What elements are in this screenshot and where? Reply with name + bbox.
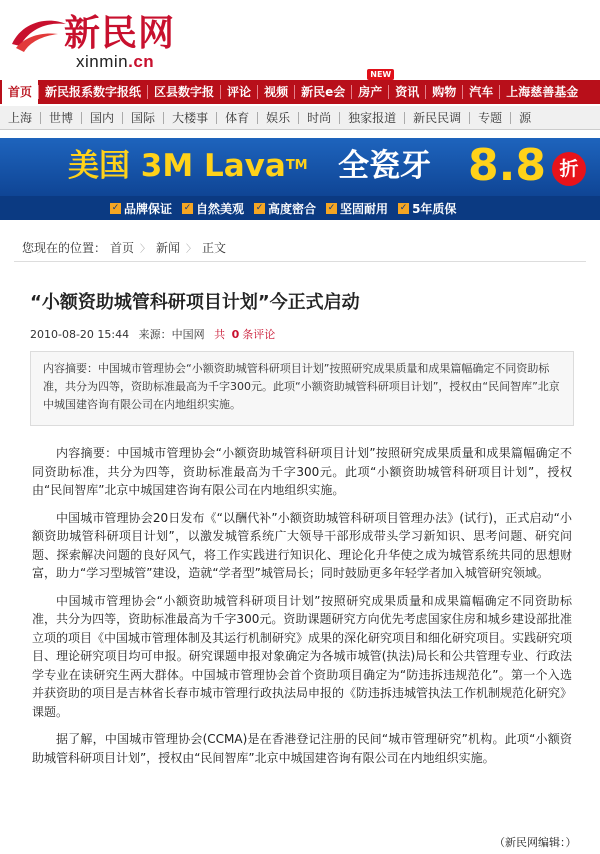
logo-swoosh-icon xyxy=(8,14,68,54)
secondary-nav-item[interactable]: 独家报道 xyxy=(348,110,397,125)
secondary-nav-item[interactable]: 体育 xyxy=(225,110,250,125)
article-paragraph: 内容摘要：中国城市管理协会“小额资助城管科研项目计划”按照研究成果质量和成果篇幅确定不同资助标准，共分为四等，资助标准最高为千字300元。此项“小额资助城管科研项目计划”，授权由“民间智库”北京中城国建咨询有限公司在内地组织实施。 xyxy=(32,446,572,497)
banner-feature-label: 5年质保 xyxy=(412,201,457,216)
primary-nav-item[interactable]: 购物 xyxy=(432,85,457,99)
primary-nav-item[interactable]: 区县数字报 xyxy=(154,85,215,99)
banner-feature xyxy=(398,200,456,217)
banner-product: 美国 3M Lava™ xyxy=(68,148,308,184)
logo-text-en: xinmin.cn xyxy=(76,52,155,71)
banner-feature xyxy=(110,200,172,217)
primary-nav-item[interactable]: 上海慈善基金 xyxy=(506,85,579,99)
primary-nav-item[interactable]: 评论 xyxy=(227,85,252,99)
banner-service: 全瓷牙 xyxy=(338,148,431,184)
breadcrumb xyxy=(14,234,586,262)
secondary-nav-item[interactable]: 时尚 xyxy=(307,110,332,125)
secondary-nav-item[interactable]: 国际 xyxy=(131,110,156,125)
secondary-nav-item[interactable]: 源 xyxy=(519,110,532,125)
article-editor: （新民网编辑：） xyxy=(494,836,577,849)
check-icon: ✓ xyxy=(183,202,192,213)
banner-price: 8.8 xyxy=(468,140,546,191)
primary-nav-item[interactable]: 首页 xyxy=(2,80,38,104)
check-icon: ✓ xyxy=(327,202,336,213)
secondary-nav xyxy=(0,106,600,130)
secondary-nav-item[interactable]: 上海 xyxy=(8,110,33,125)
ad-banner[interactable] xyxy=(0,138,600,220)
primary-nav-item[interactable]: 汽车 xyxy=(469,85,494,99)
article-date: 2010-08-20 15:44 xyxy=(30,328,130,341)
check-icon: ✓ xyxy=(255,202,264,213)
breadcrumb-item[interactable]: 新闻 xyxy=(156,241,181,255)
article-summary: 内容摘要：中国城市管理协会“小额资助城管科研项目计划”按照研究成果质量和成果篇幅确定不同资助标准，共分为四等，资助标准最高为千字300元。此项“小额资助城管科研项目计划”，授权由“民间智库”北京中城国建咨询有限公司在内地组织实施。 xyxy=(30,351,574,426)
banner-features xyxy=(0,196,600,220)
article-meta xyxy=(30,326,275,342)
secondary-nav-item[interactable]: 国内 xyxy=(90,110,115,125)
secondary-nav-item[interactable]: 娱乐 xyxy=(266,110,291,125)
article-paragraph: 据了解，中国城市管理协会(CCMA)是在香港登记注册的民间“城市管理研究”机构。此项“小额资助城管科研项目计划”，授权由“民间智库”北京中城国建咨询有限公司在内地组织实施。 xyxy=(32,732,572,765)
banner-feature xyxy=(254,200,316,217)
secondary-nav-item[interactable]: 世博 xyxy=(49,110,74,125)
site-logo[interactable] xyxy=(6,8,176,72)
article-source-label: 来源： xyxy=(138,328,172,341)
secondary-nav-item[interactable]: 专题 xyxy=(478,110,503,125)
new-badge: NEW xyxy=(367,69,394,80)
banner-feature xyxy=(182,200,244,217)
primary-nav xyxy=(0,70,600,104)
article-title: “小额资助城管科研项目计划”今正式启动 xyxy=(30,292,360,313)
check-icon: ✓ xyxy=(111,202,120,213)
primary-nav-item[interactable]: 新民报系数字报纸 xyxy=(45,85,142,99)
comments-count[interactable]: 0 xyxy=(231,328,240,341)
comments-prefix: 共 xyxy=(214,328,226,341)
comments-link[interactable]: 条评论 xyxy=(242,328,276,341)
site-header xyxy=(0,0,600,78)
secondary-nav-item[interactable]: 大楼事 xyxy=(172,110,209,125)
primary-nav-item[interactable]: 新民e会 xyxy=(301,85,346,99)
primary-nav-item[interactable]: 视频 xyxy=(264,85,289,99)
banner-feature xyxy=(326,200,388,217)
check-icon: ✓ xyxy=(399,202,408,213)
banner-feature-label: 坚固耐用 xyxy=(340,201,389,216)
primary-nav-item[interactable]: 房产 NEW xyxy=(352,80,388,104)
breadcrumb-arrow-icon: 〉 xyxy=(186,244,197,255)
breadcrumb-arrow-icon: 〉 xyxy=(140,244,151,255)
article-paragraph: 中国城市管理协会“小额资助城管科研项目计划”按照研究成果质量和成果篇幅确定不同资助标准，共分为四等，资助标准最高为千字300元。资助课题研究方向优先考虑国家住房和城乡建设部批准立项的项目《中国城市管理体制及其运行机制研究》成果的深化研究项目和细化研究项目。实践研究项目、理论研究项目均可申报。研究课题申报对象确定为各城市城管(执法)局长和公共管理专业、行政法学专业在读研究生两大群体。中国城市管理协会首个资助项目确定为“防违拆违规范化”。第一个入选并获资助的项目是吉林省长春市城市管理行政执法局申报的《防违拆违城管执法工作机制规范化研究》课题。 xyxy=(32,593,573,719)
breadcrumb-item: 正文 xyxy=(202,241,227,255)
banner-feature-label: 高度密合 xyxy=(268,201,317,216)
breadcrumb-item[interactable]: 首页 xyxy=(110,241,135,255)
banner-feature-label: 品牌保证 xyxy=(124,201,173,216)
logo-text-cn: 新民网 xyxy=(64,13,176,54)
article-body xyxy=(32,444,572,776)
secondary-nav-item[interactable]: 新民民调 xyxy=(413,110,462,125)
banner-discount-badge: 折 xyxy=(552,152,586,186)
primary-nav-item[interactable]: 资讯 xyxy=(395,85,420,99)
article-paragraph: 中国城市管理协会20日发布《“以酬代补”小额资助城管科研项目管理办法》(试行)，正式启动“小额资助城管科研项目计划”，以激发城管系统广大领导干部形成带头学习新知识、思考问题、研究问题、探索解决问题的良好风气，将工作实践进行知识化、理论化升华使之成为城管系统共同的思想财富，助力“学习型城管”建设，造就“学者型”城管局长；同时鼓励更多年轻学者加入城管研究领域。 xyxy=(32,510,572,580)
article-source[interactable]: 中国网 xyxy=(171,328,205,341)
breadcrumb-prefix: 您现在的位置： xyxy=(22,241,107,255)
banner-main xyxy=(0,138,600,196)
banner-feature-label: 自然美观 xyxy=(196,201,245,216)
